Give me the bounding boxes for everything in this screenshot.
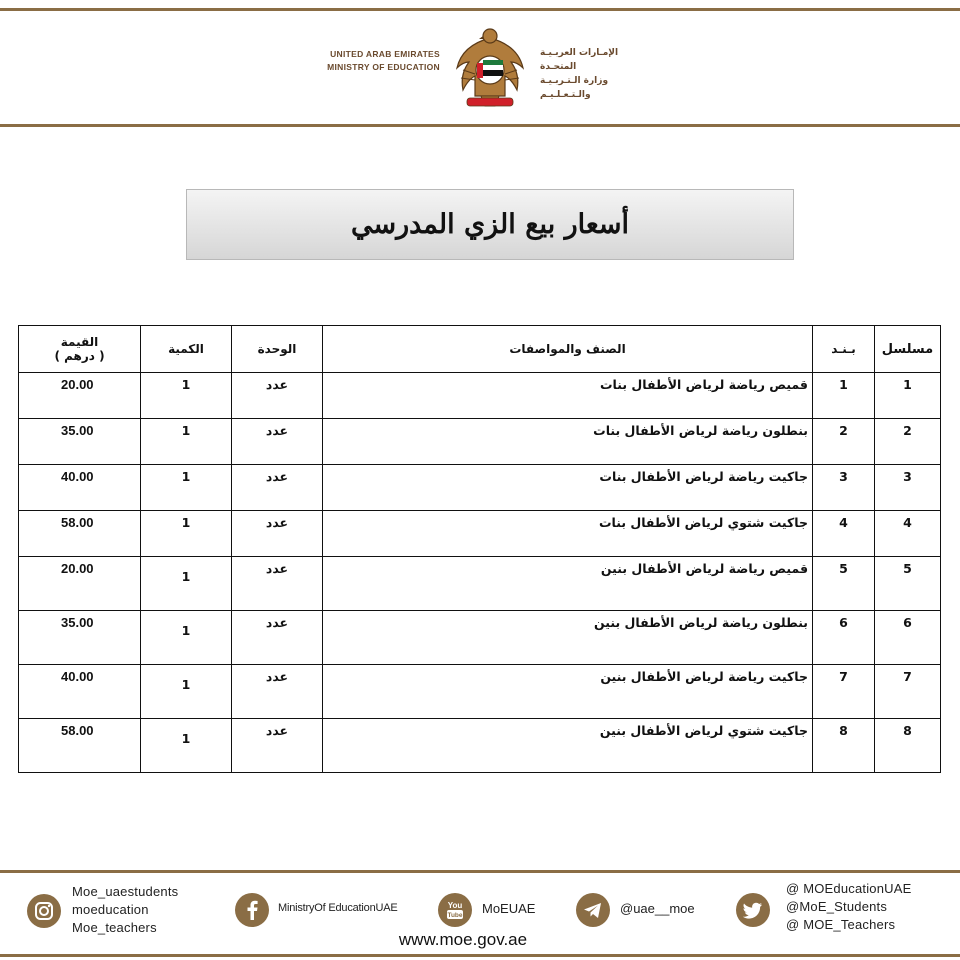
header-unit: الوحدة [232,326,323,373]
cell-item: 3 [813,465,875,511]
facebook-icon[interactable] [235,893,269,927]
cell-serial: 4 [875,511,941,557]
header-rule [0,124,960,127]
telegram-icon[interactable] [576,893,610,927]
cell-unit: عدد [232,719,323,773]
cell-item: 6 [813,611,875,665]
uae-falcon-emblem-icon [455,24,525,112]
cell-unit: عدد [232,557,323,611]
cell-item: 7 [813,665,875,719]
title-box [186,189,794,260]
cell-serial: 5 [875,557,941,611]
cell-unit: عدد [232,419,323,465]
table-row [19,373,941,419]
table-row [19,665,941,719]
cell-serial: 2 [875,419,941,465]
youtube-icon-you: You [447,901,463,910]
cell-item: 2 [813,419,875,465]
cell-value: 58.00 [19,511,141,557]
header-ar-country: الإمـارات العربـيـة المتحـدة [540,48,619,72]
cell-value: 20.00 [19,557,141,611]
table-row [19,465,941,511]
cell-quantity: 1 [141,465,232,511]
header-item: بـنـد [813,326,875,373]
header-value-currency: ( درهم ) [54,349,105,363]
bottom-rule [0,954,960,957]
cell-unit: عدد [232,611,323,665]
cell-serial: 7 [875,665,941,719]
twitter-handles [786,880,912,934]
twitter-handle[interactable]: @ MOEducationUAE [786,881,912,896]
cell-unit: عدد [232,665,323,719]
cell-quantity: 1 [141,611,232,665]
header-en-ministry: MINISTRY OF EDUCATION [327,62,440,72]
cell-description: بنطلون رياضة لرياض الأطفال بنين [323,611,813,665]
cell-serial: 1 [875,373,941,419]
price-table [18,325,941,773]
table-row [19,719,941,773]
cell-description: قميص رياضة لرياض الأطفال بنين [323,557,813,611]
website-link[interactable]: www.moe.gov.ae [398,930,528,949]
instagram-icon[interactable] [27,894,61,928]
cell-value: 40.00 [19,665,141,719]
cell-item: 5 [813,557,875,611]
cell-quantity: 1 [141,373,232,419]
twitter-handle[interactable]: @ MOE_Teachers [786,917,896,932]
facebook-handle[interactable]: MinistryOf EducationUAE [278,902,398,914]
table-header-row [19,326,941,373]
cell-quantity: 1 [141,719,232,773]
youtube-handle[interactable]: MoEUAE [482,901,536,916]
page-title: أسعار بيع الزي المدرسي [350,209,630,240]
cell-item: 1 [813,373,875,419]
instagram-handle[interactable]: moeducation [72,902,149,917]
cell-description: جاكيت شتوي لرياض الأطفال بنين [323,719,813,773]
footer-rule [0,870,960,873]
cell-value: 35.00 [19,419,141,465]
telegram-handle[interactable]: @uae__moe [620,901,695,916]
header-value-label: القيمة [60,335,99,349]
top-rule [0,8,960,11]
youtube-icon-tube: Tube [447,912,463,919]
cell-quantity: 1 [141,511,232,557]
twitter-handle[interactable]: @MoE_Students [786,899,888,914]
cell-description: جاكيت شتوي لرياض الأطفال بنات [323,511,813,557]
cell-quantity: 1 [141,557,232,611]
cell-description: جاكيت رياضة لرياض الأطفال بنات [323,465,813,511]
cell-description: بنطلون رياضة لرياض الأطفال بنات [323,419,813,465]
header-quantity: الكمية [141,326,232,373]
cell-description: قميص رياضة لرياض الأطفال بنات [323,373,813,419]
table-row [19,419,941,465]
cell-item: 4 [813,511,875,557]
header-ar-ministry: وزارة الـتـربـيـة والـتـعـلـيـم [540,76,609,100]
instagram-handle[interactable]: Moe_teachers [72,920,157,935]
cell-serial: 6 [875,611,941,665]
cell-serial: 8 [875,719,941,773]
cell-unit: عدد [232,511,323,557]
header-english [300,48,440,74]
table-row [19,511,941,557]
header-description: الصنف والمواصفات [323,326,813,373]
cell-description: جاكيت رياضة لرياض الأطفال بنين [323,665,813,719]
cell-unit: عدد [232,373,323,419]
cell-value: 40.00 [19,465,141,511]
instagram-handles [72,883,178,937]
youtube-icon[interactable] [438,893,472,927]
cell-value: 58.00 [19,719,141,773]
table-row [19,611,941,665]
header-value [19,326,141,373]
cell-value: 35.00 [19,611,141,665]
header-en-country: UNITED ARAB EMIRATES [330,49,440,59]
cell-unit: عدد [232,465,323,511]
twitter-icon[interactable] [736,893,770,927]
cell-serial: 3 [875,465,941,511]
cell-value: 20.00 [19,373,141,419]
table-row [19,557,941,611]
instagram-handle[interactable]: Moe_uaestudents [72,884,179,899]
cell-quantity: 1 [141,665,232,719]
cell-quantity: 1 [141,419,232,465]
cell-item: 8 [813,719,875,773]
header-serial: مسلسل [875,326,941,373]
header-arabic [540,46,650,102]
